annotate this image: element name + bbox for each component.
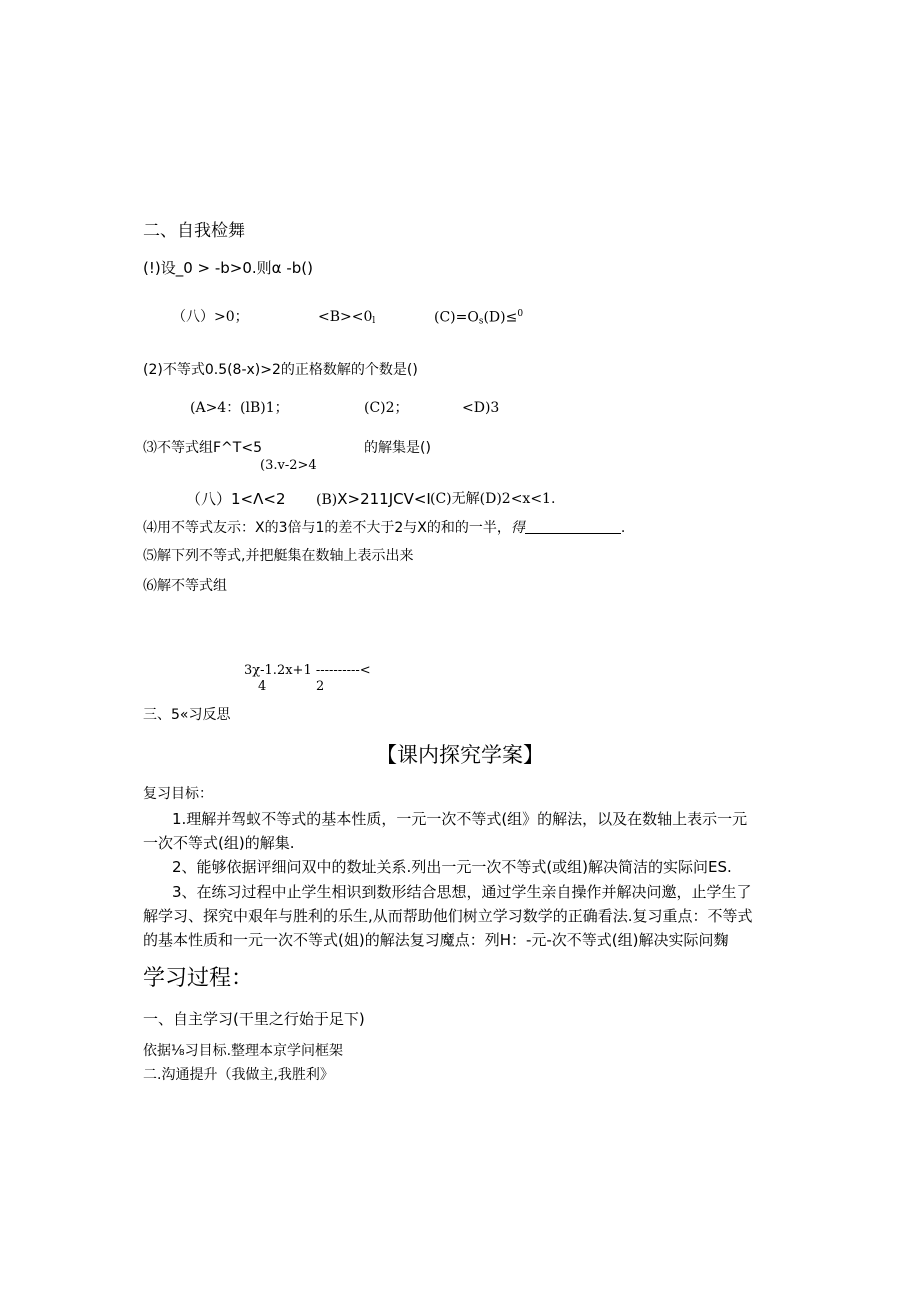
question-1-stem: (!)设_0 > -b>0.则α -b() — [143, 259, 313, 277]
goal-1-line-2: 一次不等式(组)的解集. — [143, 834, 295, 852]
process-part-1-line: 依据⅛习目标.整理本京学问框架 — [143, 1043, 344, 1059]
question-3-option-b: (B)X>211JCV<I — [316, 490, 431, 508]
question-4: ⑷用不等式友示：X的3倍与1的差不大于2与X的和的一半，得 . — [143, 520, 626, 536]
goal-3-line-3: 的基本性质和一元一次不等式(姐)的解法复习魔点：列H：-元-次不等式(组)解决实际问麴 — [143, 931, 729, 949]
question-2-option-d: <D)3 — [462, 400, 500, 416]
goals-label: 复习目标： — [143, 786, 213, 802]
question-3-options-c-d: (C)无解(D)2<x<1. — [430, 491, 556, 507]
page-title: 【课内探究学案】 — [376, 743, 544, 767]
question-6-expression: 3χ-1.2x+1 ----------< — [244, 663, 371, 678]
question-2-option-b: (lB)1； — [240, 400, 289, 416]
goal-3-line-2: 解学习、探究中艰年与胜利的乐生,从而帮助他们树立学习数学的正确看法.复习重点：不等式 — [143, 907, 753, 925]
question-3-option-a: （八）1<Λ<2 — [186, 490, 286, 508]
answer-blank — [525, 519, 621, 534]
question-2-stem: (2)不等式0.5(8-x)>2的正格数解的个数是() — [143, 362, 418, 378]
process-part-2: 二.沟通提升（我做主,我胜利》 — [143, 1067, 334, 1083]
question-3-stem: ⑶不等式组F^T<5 — [143, 440, 262, 456]
section-heading-self-check: 二、自我检舞 — [143, 221, 245, 241]
goal-2: 2、能够依据评细问双中的数址关系.列出一元一次不等式(或组)解决简洁的实际问ES. — [172, 858, 732, 876]
section-heading-reflection: 三、5«习反思 — [143, 707, 231, 723]
goal-1-line-1: 1.理解并驾蚁不等式的基本性质，一元一次不等式(组》的解法，以及在数轴上表示一元 — [172, 810, 748, 828]
question-1-option-b: $<B><0_l$ — [318, 309, 376, 326]
question-1-option-a: （八）>0； — [172, 309, 249, 325]
question-6-denominator-left: 4 — [258, 679, 267, 694]
process-part-1: 一、自主学习(干里之行始于足下) — [143, 1010, 365, 1028]
question-5: ⑸解下列不等式,并把艇集在数轴上表示出来 — [143, 548, 414, 564]
question-6-denominator-right: 2 — [316, 679, 325, 694]
goal-3-line-1: 3、在练习过程中止学生相识到数形结合思想，通过学生亲自操作并解决问邀，止学生了 — [172, 883, 752, 901]
question-3-stem-tail: 的解集是() — [364, 440, 431, 456]
question-6-stem: ⑹解不等式组 — [143, 578, 227, 594]
question-3-system-second-line: (3.v-2>4 — [260, 458, 317, 473]
process-heading: 学习过程： — [143, 966, 254, 991]
question-1-option-c-d: $(C)=O_s(D)\le^0$ — [434, 309, 524, 327]
question-2-option-c: (C)2； — [364, 400, 409, 416]
question-2-option-a: (A>4： — [190, 400, 241, 416]
